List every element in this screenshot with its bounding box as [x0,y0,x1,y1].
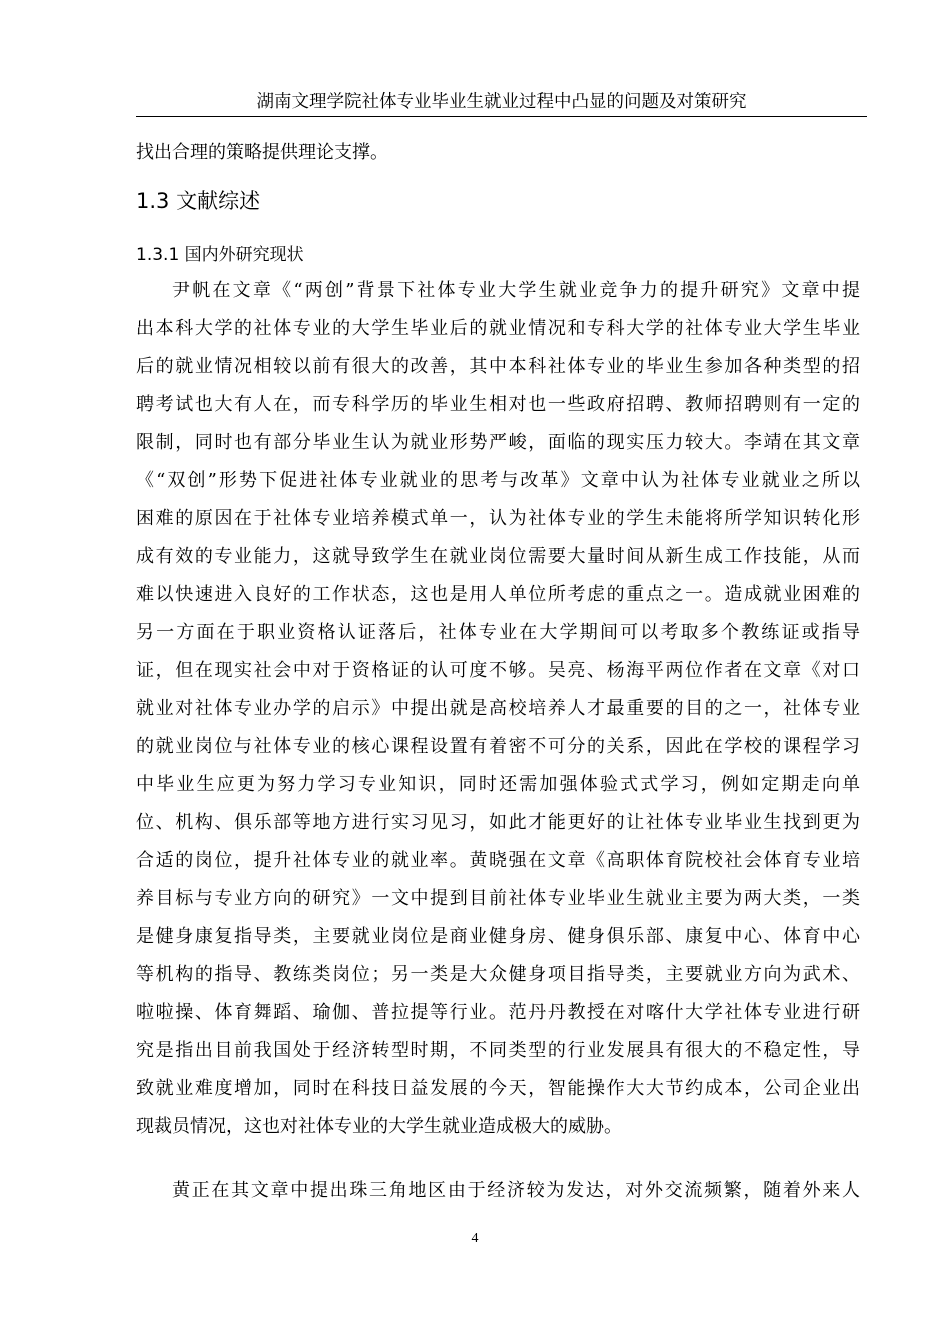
paragraph-1-line: 尹帆在文章《“两创”背景下社体专业大学生就业竞争力的提升研究》文章中提 [172,280,860,301]
paragraph-1-line: 现裁员情况，这也对社体专业的大学生就业造成极大的威胁。 [136,1116,622,1137]
paragraph-1-line: 是健身康复指导类，主要就业岗位是商业健身房、健身俱乐部、康复中心、体育中心 [136,926,860,947]
paragraph-1-line: 啦啦操、体育舞蹈、瑜伽、普拉提等行业。范丹丹教授在对喀什大学社体专业进行研 [136,1002,860,1023]
paragraph-1-line: 位、机构、俱乐部等地方进行实习见习，如此才能更好的让社体专业毕业生找到更为 [136,812,860,833]
paragraph-1-line: 养目标与专业方向的研究》一文中提到目前社体专业毕业生就业主要为两大类，一类 [136,888,860,909]
paragraph-1-line: 究是指出目前我国处于经济转型时期，不同类型的行业发展具有很大的不稳定性，导 [136,1040,860,1061]
paragraph-1-line: 出本科大学的社体专业的大学生毕业后的就业情况和专科大学的社体专业大学生毕业 [136,318,860,339]
paragraph-1-line: 等机构的指导、教练类岗位；另一类是大众健身项目指导类，主要就业方向为武术、 [136,964,860,985]
paragraph-1-line: 合适的岗位，提升社体专业的就业率。黄晓强在文章《高职体育院校社会体育专业培 [136,850,860,871]
paragraph-1-line: 成有效的专业能力，这就导致学生在就业岗位需要大量时间从新生成工作技能，从而 [136,546,860,567]
running-header: 湖南文理学院社体专业毕业生就业过程中凸显的问题及对策研究 [136,88,867,117]
intro-line: 找出合理的策略提供理论支撑。 [136,142,388,163]
paragraph-1-line: 困难的原因在于社体专业培养模式单一，认为社体专业的学生未能将所学知识转化形 [136,508,860,529]
paragraph-1-line: 的就业岗位与社体专业的核心课程设置有着密不可分的关系，因此在学校的课程学习 [136,736,860,757]
paragraph-1-line: 聘考试也大有人在，而专科学历的毕业生相对也一些政府招聘、教师招聘则有一定的 [136,394,860,415]
subsection-title: 1.3.1 国内外研究现状 [136,245,304,265]
paragraph-2-line: 黄正在其文章中提出珠三角地区由于经济较为发达，对外交流频繁，随着外来人 [172,1180,860,1201]
section-title: 1.3 文献综述 [136,189,261,213]
paragraph-1-line: 就业对社体专业办学的启示》中提出就是高校培养人才最重要的目的之一，社体专业 [136,698,860,719]
paragraph-1-line: 难以快速进入良好的工作状态，这也是用人单位所考虑的重点之一。造成就业困难的 [136,584,860,605]
paragraph-1-line: 中毕业生应更为努力学习专业知识，同时还需加强体验式式学习，例如定期走向单 [136,774,860,795]
paragraph-1-line: 致就业难度增加，同时在科技日益发展的今天，智能操作大大节约成本，公司企业出 [136,1078,860,1099]
paragraph-1-line: 后的就业情况相较以前有很大的改善，其中本科社体专业的毕业生参加各种类型的招 [136,356,860,377]
page-number: 4 [471,1231,479,1246]
paragraph-1-line: 另一方面在于职业资格认证落后，社体专业在大学期间可以考取多个教练证或指导 [136,622,860,643]
paragraph-1-line: 证，但在现实社会中对于资格证的认可度不够。吴亮、杨海平两位作者在文章《对口 [136,660,860,681]
paragraph-1-line: 《“双创”形势下促进社体专业就业的思考与改革》文章中认为社体专业就业之所以 [136,470,860,491]
paragraph-1-line: 限制，同时也有部分毕业生认为就业形势严峻，面临的现实压力较大。李靖在其文章 [136,432,860,453]
